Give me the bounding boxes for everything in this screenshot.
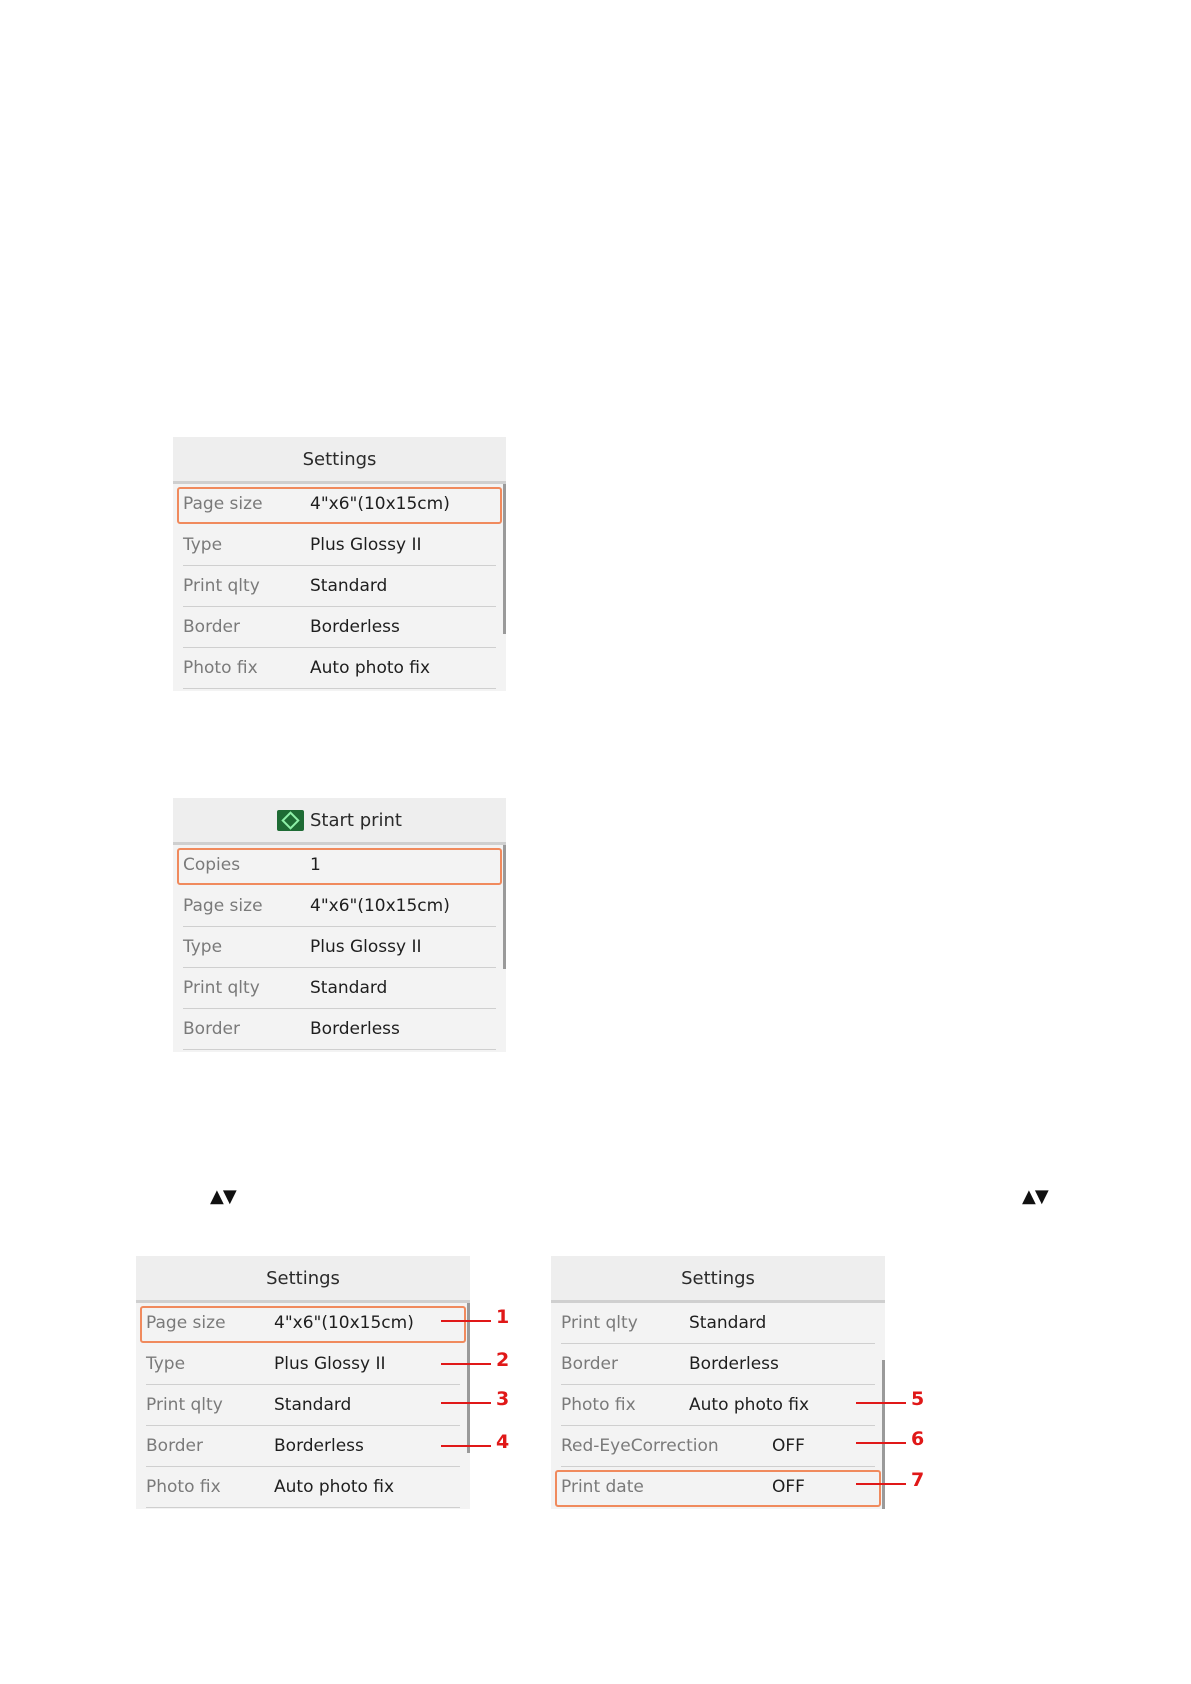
start-print-panel — [173, 798, 506, 1052]
setting-value: Borderless — [310, 617, 400, 637]
setting-row-page-size[interactable] — [136, 1303, 470, 1344]
setting-label: Page size — [146, 1313, 226, 1333]
callout-number: 4 — [496, 1431, 510, 1453]
setting-row-print-qlty[interactable] — [551, 1303, 885, 1344]
setting-row-border[interactable] — [551, 1344, 885, 1385]
setting-label: Photo fix — [561, 1395, 636, 1415]
panel-title: Settings — [681, 1267, 755, 1289]
setting-value: Standard — [274, 1395, 352, 1415]
setting-row-print-qlty[interactable] — [173, 566, 506, 607]
setting-label: Type — [183, 535, 223, 555]
setting-row-page-size[interactable] — [173, 886, 506, 927]
callout-number: 6 — [911, 1428, 925, 1450]
setting-value: 4"x6"(10x15cm) — [274, 1313, 414, 1333]
panel-header — [173, 437, 506, 481]
up-down-arrows-icon: ▲▼ — [1022, 1186, 1048, 1207]
setting-value: OFF — [772, 1477, 805, 1497]
callout-4 — [441, 1431, 511, 1461]
setting-label: Border — [183, 617, 240, 637]
setting-label: Page size — [183, 896, 263, 916]
setting-label: Page size — [183, 494, 263, 514]
setting-value: Standard — [310, 576, 388, 596]
setting-row-photo-fix[interactable] — [136, 1467, 470, 1508]
callout-number: 7 — [911, 1469, 925, 1491]
setting-label: Border — [183, 1019, 240, 1039]
setting-value: 4"x6"(10x15cm) — [310, 896, 450, 916]
setting-label: Print qlty — [183, 576, 260, 596]
callout-3 — [441, 1388, 511, 1418]
setting-row-type[interactable] — [173, 927, 506, 968]
setting-label: Print date — [561, 1477, 644, 1497]
up-down-arrows-icon: ▲▼ — [210, 1186, 236, 1207]
setting-label: Print qlty — [146, 1395, 223, 1415]
callout-5 — [856, 1388, 926, 1418]
setting-value: Borderless — [274, 1436, 364, 1456]
setting-row-border[interactable] — [173, 607, 506, 648]
setting-label: Photo fix — [183, 658, 258, 678]
callout-6 — [856, 1428, 926, 1458]
setting-value: Plus Glossy II — [310, 937, 422, 957]
setting-label: Type — [183, 937, 223, 957]
settings-panel-4 — [551, 1256, 885, 1509]
callout-1 — [441, 1306, 511, 1336]
setting-row-copies[interactable] — [173, 845, 506, 886]
callout-number: 2 — [496, 1349, 510, 1371]
setting-label: Border — [146, 1436, 203, 1456]
setting-value: Plus Glossy II — [310, 535, 422, 555]
setting-row-print-qlty[interactable] — [136, 1385, 470, 1426]
callout-number: 3 — [496, 1388, 510, 1410]
setting-row-print-date[interactable] — [551, 1467, 885, 1508]
setting-row-red-eye-correction[interactable] — [551, 1426, 885, 1467]
setting-value: Auto photo fix — [310, 658, 431, 678]
start-print-icon — [277, 810, 304, 831]
setting-row-border[interactable] — [173, 1009, 506, 1050]
callout-number: 5 — [911, 1388, 925, 1410]
callout-7 — [856, 1469, 926, 1499]
settings-panel-3 — [136, 1256, 470, 1509]
setting-label: Border — [561, 1354, 618, 1374]
setting-row-photo-fix[interactable] — [173, 648, 506, 689]
setting-value: Borderless — [310, 1019, 400, 1039]
setting-label: Print qlty — [561, 1313, 638, 1333]
setting-value: Plus Glossy II — [274, 1354, 386, 1374]
setting-row-page-size[interactable] — [173, 484, 506, 525]
setting-label: Type — [146, 1354, 186, 1374]
setting-row-type[interactable] — [136, 1344, 470, 1385]
panel-header — [173, 798, 506, 842]
panel-title: Settings — [302, 448, 377, 470]
setting-label: Print qlty — [183, 978, 260, 998]
setting-label: Photo fix — [146, 1477, 221, 1497]
setting-label: Red-EyeCorrection — [561, 1436, 719, 1456]
callout-number: 1 — [496, 1306, 510, 1328]
setting-value: 4"x6"(10x15cm) — [310, 494, 450, 514]
panel-header — [136, 1256, 470, 1300]
setting-row-border[interactable] — [136, 1426, 470, 1467]
setting-row-photo-fix[interactable] — [551, 1385, 885, 1426]
settings-panel-1 — [173, 437, 506, 691]
setting-value: Auto photo fix — [689, 1395, 810, 1415]
panel-title: Start print — [310, 809, 402, 831]
setting-value: OFF — [772, 1436, 805, 1456]
setting-value: Borderless — [689, 1354, 779, 1374]
setting-row-type[interactable] — [173, 525, 506, 566]
setting-value: 1 — [310, 855, 321, 875]
setting-value: Standard — [689, 1313, 767, 1333]
setting-value: Auto photo fix — [274, 1477, 395, 1497]
panel-header — [551, 1256, 885, 1300]
setting-value: Standard — [310, 978, 388, 998]
setting-label: Copies — [183, 855, 241, 875]
panel-title: Settings — [266, 1267, 340, 1289]
callout-2 — [441, 1349, 511, 1379]
setting-row-print-qlty[interactable] — [173, 968, 506, 1009]
